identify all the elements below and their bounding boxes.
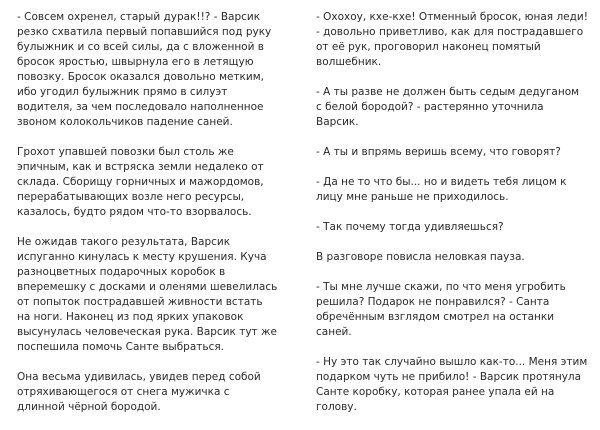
paragraph-left-4: Она весьма удивилась, увидев перед собой отряхивающегося от снега мужичка с длинной чёрной бородой. xyxy=(17,371,261,413)
paragraph-left-3: Не ожидав такого результата, Варсик испуганно кинулась к месту крушения. Куча разноцветных подарочных коробок в вперемешку с досками и оленями шевелилась от попыток пострадавшей живности встать на ноги. Наконец из под ярких упаковок высунулась человеческая рука. Варсик тут же поспешила помочь Санте выбраться. xyxy=(17,236,278,353)
paragraph-right-8: - Ну это так случайно вышло как-то... Меня этим подарком чуть не прибило! - Варсик протянула Санте коробку, которая ранее упала ей на голову. xyxy=(316,356,588,413)
paragraph-right-2: - А ты разве не должен быть седым дедуганом с белой бородой? - растерянно уточнила Варсик. xyxy=(316,86,580,128)
right-text-column xyxy=(316,10,588,430)
paragraph-right-6: В разговоре повисла неловкая пауза. xyxy=(316,251,525,263)
paragraph-right-1: - Охохоу, кхе-кхе! Отменный бросок, юная леди! - довольно приветливо, как для пострадавшего от её рук, проговорил наконец помятый волшебник. xyxy=(316,11,588,68)
paragraph-right-5: - Так почему тогда удивляешься? xyxy=(316,221,504,233)
paragraph-left-2: Грохот упавшей повозки был столь же эпичным, как и встряска земли недалеко от склада. Сборищу горничных и мажордомов, перерабатывающих возле него ресурсы, казалось, будто рядом что-то взорвалось. xyxy=(17,146,264,218)
paragraph-left-1: - Совсем охренел, старый дурак!!? - Варсик резко схватила первый попавшийся под руку булыжник и со всей силы, да с вложенной в бросок яростью, швырнула его в летящую повозку. Бросок оказался довольно метким, ибо угодил булыжник прямо в силуэт водителя, за чем последовало наполненное звоном колокольчиков падение саней. xyxy=(17,11,272,128)
paragraph-right-4: - Да не то что бы... но и видеть тебя лицом к лицу мне раньше не приходилось. xyxy=(316,176,567,203)
paragraph-right-7: - Ты мне лучше скажи, по что меня угробить решила? Подарок не понравился? - Санта обречённым взглядом смотрел на останки саней. xyxy=(316,281,566,338)
paragraph-right-3: - А ты и впрямь веришь всему, что говорят? xyxy=(316,146,561,158)
left-text-column xyxy=(17,10,279,430)
